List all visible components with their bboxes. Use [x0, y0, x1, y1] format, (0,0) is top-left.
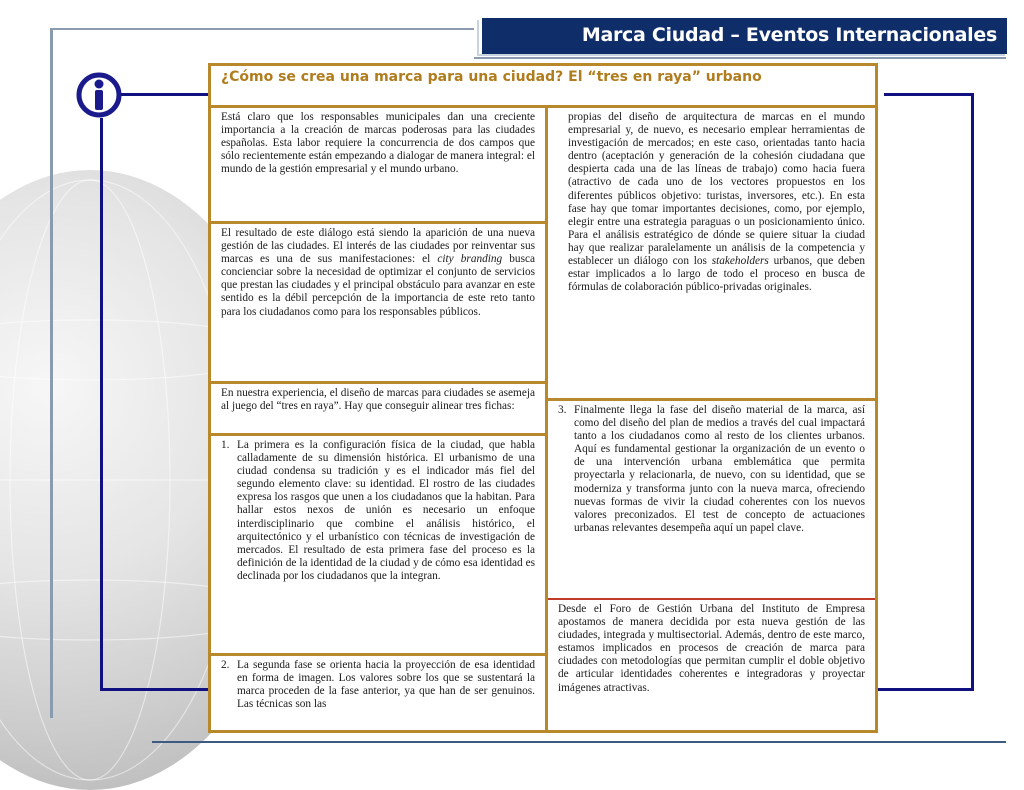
frame-line-top	[50, 28, 474, 30]
slide-title: Marca Ciudad – Eventos Internacionales	[581, 24, 997, 46]
connector-line	[884, 93, 974, 96]
footer-rule	[152, 741, 1006, 743]
title-underline	[474, 57, 1006, 59]
connector-line	[971, 93, 974, 690]
frame-line-left	[50, 28, 53, 718]
article-column-right	[548, 108, 875, 730]
connector-line	[118, 93, 208, 96]
list-item-text: La primera es la configuración física de la ciudad, que habla calladamente de su dimensión histórica. El urbanismo de una ciudad condensa su tradición y es el indicador más fiel del segundo elemento clave: su identidad. El rostro de las ciudades expresa los rasgos que unen a los ciudadanos que la habitan. Para hallar estos nexos de unión es necesario un enfoque interdisciplinario que combine el análisis histórico, el arquitectónico y el urbanístico con técnicas de investigación de mercados. El resultado de esta primera fase del proceso es la definición de la identidad de la ciudad y de cómo esa identidad es declinada por los ciudadanos que la integran.	[237, 439, 535, 582]
paragraph-box	[211, 108, 545, 221]
paragraph: urbanos, que deben estar implicados a lo largo de todo el proceso en busca de fórmulas de colaboración público-privadas originales.	[568, 255, 866, 294]
paragraph: propias del diseño de arquitectura de marcas en el mundo empresarial y, de nuevo, es necesario emplear herramientas de investigación de mercados; en este caso, orientadas tanto hacia dentro (aceptación y generación de la cohesión ciudadana que despierta cada una de las líneas de trabajo) como hacia fuera (atractivo de cada uno de los vectores propuestos en los diferentes públicos objetivo: turistas, inversores, etc.). En esta fase hay que tomar importantes decisiones, como, por ejemplo, elegir entre una estrategia paraguas o un posicionamiento único. Para el análisis estratégico de dónde se quiere situar la ciudad hay que realizar paralelamente un análisis de la competencia y establecer un diálogo con los	[568, 111, 865, 268]
list-item-text: La segunda fase se orienta hacia la proyección de esa identidad en forma de imagen. Los valores sobre los que se sustentará la marca proceden de la fase anterior, ya que han de ser genuinos. Las técnicas son las	[237, 659, 535, 711]
article-heading: ¿Cómo se crea una marca para una ciudad? El “tres en raya” urbano	[221, 69, 762, 85]
connector-line	[100, 118, 103, 690]
list-item-text: Finalmente llega la fase del diseño material de la marca, así como del diseño del plan de medios a través del cual impactará tanto a los ciudadanos como al resto de los clientes urbanos. Aquí es fundamental gestionar la organización de un evento o de una intervención urbana emblemática que permita proyectarla y relacionarla, de nuevo, con su identidad, que se moderniza y transforma junto con la nueva marca, ofreciendo nuevas formas de vivir la ciudad coherentes con los nuevos valores preconizados. El test de concepto de actuaciones urbanas relevantes desempeña aquí un papel clave.	[574, 404, 865, 534]
connector-line	[878, 688, 974, 691]
article-panel	[208, 63, 878, 733]
paragraph: El resultado de este diálogo está siendo la aparición de una nueva gestión de las ciudades. El interés de las ciudades por reinventar sus marcas es una de sus manifestaciones: el	[221, 227, 535, 266]
article-heading-box	[211, 66, 875, 108]
emphasis-city-branding: city branding	[437, 253, 503, 266]
paragraph: busca concienciar sobre la necesidad de optimizar el conjunto de servicios que prestan las ciudades y el principal obstáculo para avanzar en este sentido es la débil percepción de la importancia de este reto tanto para los ciudadanos como para los responsables públicos.	[221, 253, 535, 318]
paragraph-box	[211, 381, 545, 433]
paragraph: Está claro que los responsables municipales dan una creciente importancia a la creación de marcas poderosas para las ciudades españolas. Esta labor requiere la concurrencia de dos campos que sólo recientemente están empezando a dialogar de manera integral: el mundo de la gestión empresarial y el mundo urbano.	[221, 111, 535, 176]
paragraph-box	[548, 108, 875, 398]
info-icon	[74, 70, 124, 120]
list-number: 3.	[558, 404, 567, 416]
list-number: 2.	[221, 659, 230, 671]
paragraph: Desde el Foro de Gestión Urbana del Instituto de Empresa apostamos de manera decidida por esta nueva gestión de las ciudades, integrada y multisectorial. Además, dentro de este marco, estamos implicados en procesos de creación de marca para ciudades con metodologías que permitan cumplir el doble objetivo de articular identidades coherentes e integradoras y proyectar imágenes atractivas.	[558, 603, 865, 694]
list-number: 1.	[221, 439, 230, 451]
title-bar	[479, 18, 1007, 54]
list-item-box	[211, 653, 545, 730]
emphasis-stakeholders: stakeholders	[711, 255, 769, 268]
list-item-box	[548, 398, 875, 598]
paragraph-box	[548, 598, 875, 730]
connector-line	[100, 688, 210, 691]
paragraph-box	[211, 221, 545, 381]
paragraph: En nuestra experiencia, el diseño de marcas para ciudades se asemeja al juego del “tres en raya”. Hay que conseguir alinear tres fichas:	[221, 387, 535, 413]
article-column-left	[211, 108, 548, 730]
list-item-box	[211, 433, 545, 653]
